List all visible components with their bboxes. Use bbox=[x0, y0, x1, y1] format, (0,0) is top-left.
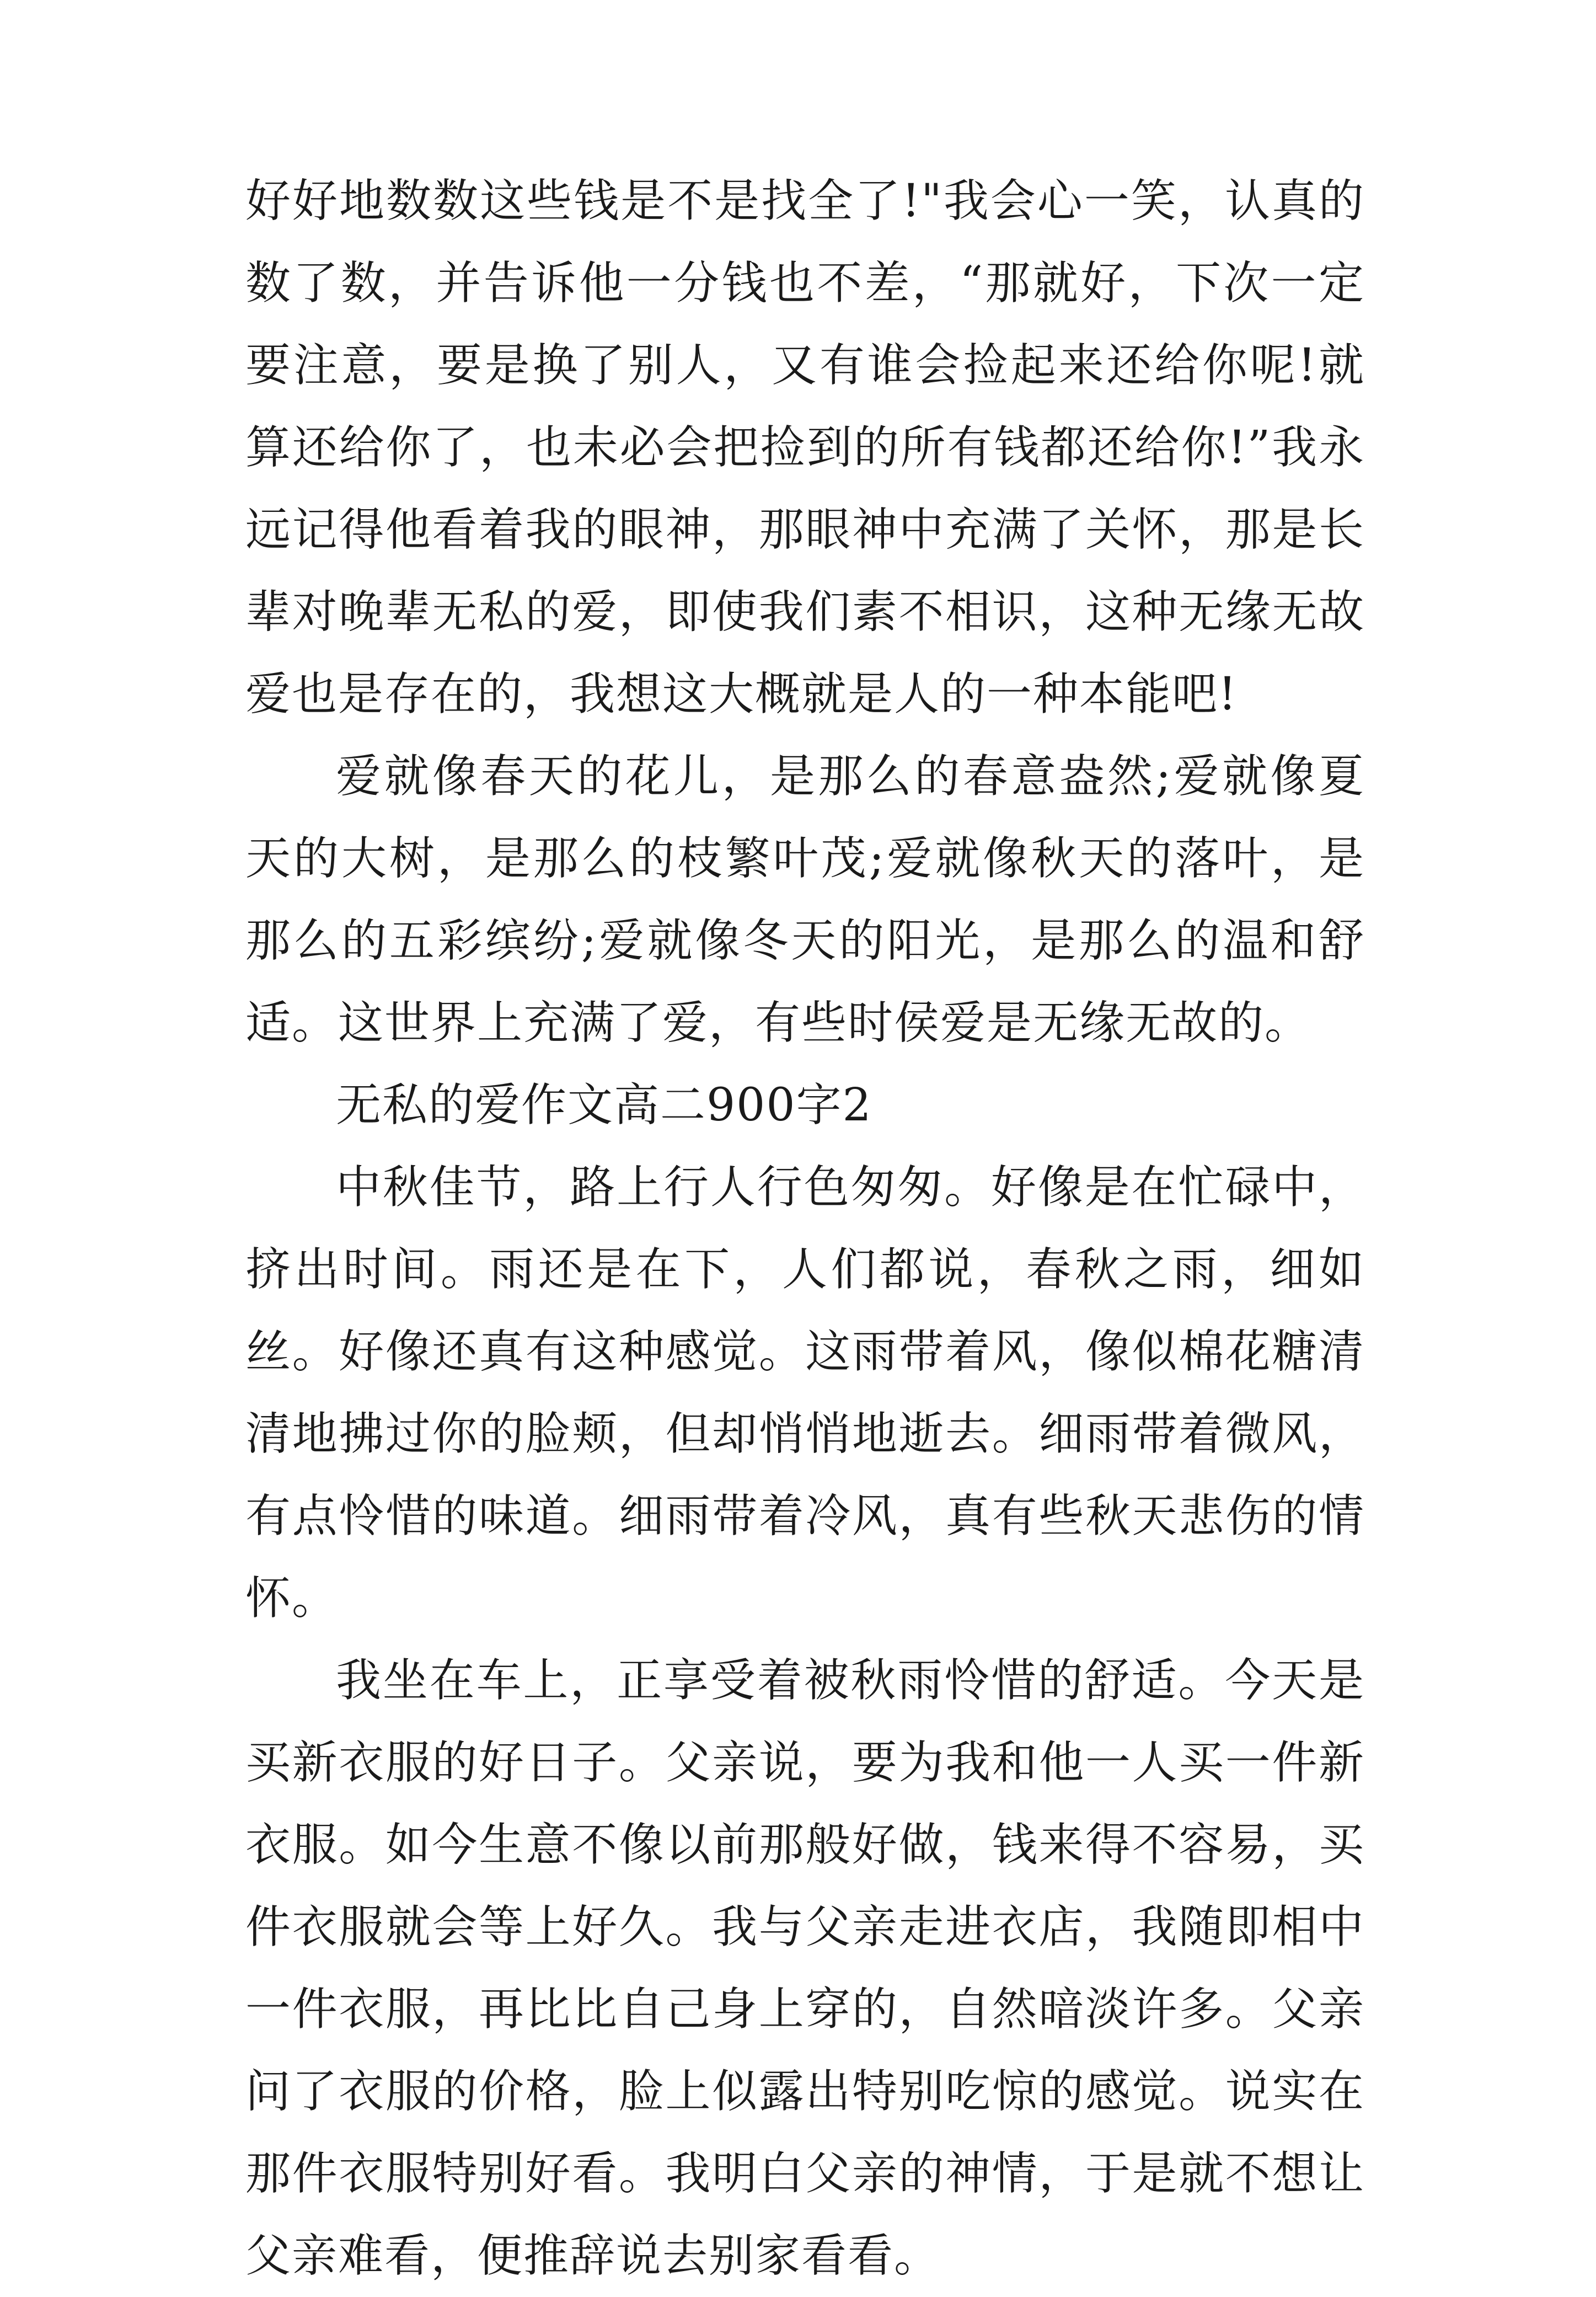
paragraph-mid-autumn: 中秋佳节，路上行人行色匆匆。好像是在忙碌中，挤出时间。雨还是在下，人们都说，春秋之雨，细如丝。好像还真有这种感觉。这雨带着风，像似棉花糖清清地拂过你的脸颊，但却悄悄地逝去。细雨带着微风，有点怜惜的味道。细雨带着冷风，真有些秋天悲伤的情怀。 bbox=[245, 1161, 1365, 1625]
document-body bbox=[245, 160, 1365, 2297]
paragraph-new-clothes: 我坐在车上，正享受着被秋雨怜惜的舒适。今天是买新衣服的好日子。父亲说，要为我和他一人买一件新衣服。如今生意不像以前那般好做，钱来得不容易，买件衣服就会等上好久。我与父亲走进衣店，我随即相中一件衣服，再比比自己身上穿的，自然暗淡许多。父亲问了衣服的价格，脸上似露出特别吃惊的感觉。说实在那件衣服特别好看。我明白父亲的神情，于是就不想让父亲难看，便推辞说去别家看看。 bbox=[245, 1654, 1365, 2282]
paragraph-continuation: 好好地数数这些钱是不是找全了!"我会心一笑，认真的数了数，并告诉他一分钱也不差，“那就好，下次一定要注意，要是换了别人，又有谁会捡起来还给你呢!就算还给你了，也未必会把捡到的所有钱都还给你!”我永远记得他看着我的眼神，那眼神中充满了关怀，那是长辈对晚辈无私的爱，即使我们素不相识，这种无缘无故爱也是存在的，我想这大概就是人的一种本能吧! bbox=[245, 175, 1365, 720]
paragraph-love-seasons: 爱就像春天的花儿，是那么的春意盎然;爱就像夏天的大树，是那么的枝繁叶茂;爱就像秋天的落叶，是那么的五彩缤纷;爱就像冬天的阳光，是那么的温和舒适。这世界上充满了爱，有些时侯爱是无缘无故的。 bbox=[245, 750, 1365, 1049]
essay-subtitle: 无私的爱作文高二900字2 bbox=[336, 1079, 872, 1131]
